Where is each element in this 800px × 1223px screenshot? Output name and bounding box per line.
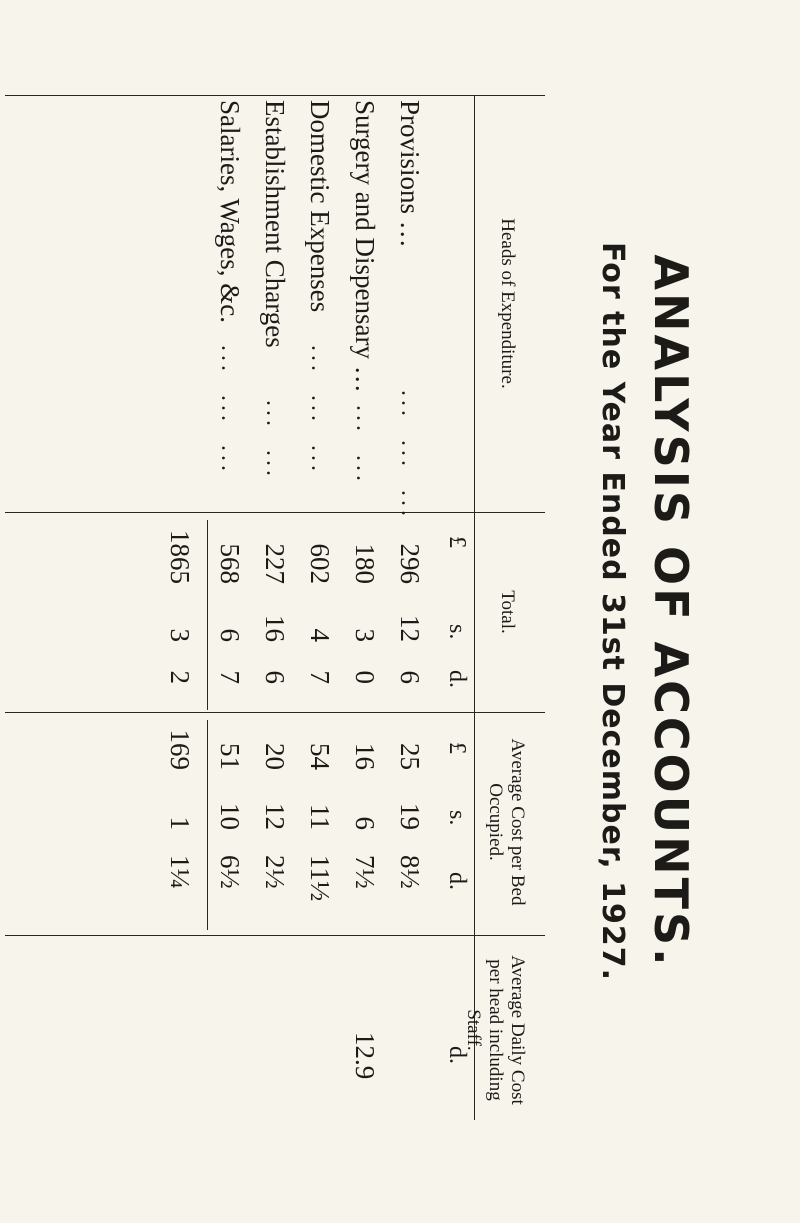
bed-pounds: 51 bbox=[215, 743, 245, 770]
bed-total-shillings: 1 bbox=[165, 816, 195, 830]
total-pounds: 227 bbox=[260, 543, 290, 584]
bed-shillings: 10 bbox=[215, 803, 245, 830]
total-pence: 7 bbox=[215, 670, 245, 684]
rule-total-subtotal bbox=[207, 520, 208, 710]
rule-heads-right bbox=[5, 512, 545, 513]
leader-dots: ... ... ... bbox=[216, 345, 242, 475]
row-label-salaries: Salaries, Wages, &c. bbox=[215, 100, 245, 324]
daily-pence-unit: d. bbox=[444, 1046, 470, 1064]
heads-column-header: Heads of Expenditure. bbox=[497, 218, 518, 389]
bed-shilling-unit: s. bbox=[444, 810, 470, 826]
total-pence: 7 bbox=[305, 670, 335, 684]
page-subtitle: For the Year Ended 31st December, 1927. bbox=[595, 242, 630, 981]
leader-dots: ... ... bbox=[351, 405, 377, 485]
bed-pence: 8½ bbox=[395, 855, 425, 889]
leader-dots: ... ... ... bbox=[396, 390, 422, 520]
total-pence: 6 bbox=[395, 670, 425, 684]
total-pounds: 180 bbox=[350, 543, 380, 584]
bed-pence-unit: d. bbox=[444, 872, 470, 890]
avg-bed-column-header: Average Cost per Bed Occupied. bbox=[485, 738, 528, 906]
grand-total-shillings: 3 bbox=[165, 628, 195, 642]
rule-total-right bbox=[5, 712, 545, 713]
bed-pounds: 16 bbox=[350, 743, 380, 770]
bed-pound-unit: £ bbox=[444, 742, 470, 754]
total-pounds: 568 bbox=[215, 543, 245, 584]
total-shillings: 6 bbox=[215, 628, 245, 642]
daily-cost: 12.9 bbox=[350, 1032, 380, 1080]
bed-shillings: 19 bbox=[395, 803, 425, 830]
rule-bed-right bbox=[5, 935, 545, 936]
row-label-establishment: Establishment Charges bbox=[260, 100, 290, 348]
bed-pounds: 54 bbox=[305, 743, 335, 770]
bed-pence: 11½ bbox=[305, 855, 335, 902]
bed-pence: 6½ bbox=[215, 855, 245, 889]
grand-total-pounds: 1865 bbox=[165, 530, 195, 584]
bed-pounds: 20 bbox=[260, 743, 290, 770]
total-shillings: 3 bbox=[350, 628, 380, 642]
bed-shillings: 6 bbox=[350, 816, 380, 830]
row-label-provisions: Provisions … bbox=[395, 100, 425, 248]
bed-shillings: 12 bbox=[260, 803, 290, 830]
total-pounds: 602 bbox=[305, 543, 335, 584]
bed-pounds: 25 bbox=[395, 743, 425, 770]
bed-total-pounds: 169 bbox=[165, 729, 195, 770]
row-label-surgery: Surgery and Dispensary … bbox=[350, 100, 380, 393]
rule-heads-left bbox=[5, 95, 545, 96]
leader-dots: ... ... ... bbox=[306, 345, 332, 475]
total-pence-unit: d. bbox=[444, 670, 470, 688]
total-pence: 0 bbox=[350, 670, 380, 684]
leader-dots: ... ... bbox=[261, 400, 287, 480]
bed-shillings: 11 bbox=[305, 804, 335, 830]
total-column-header: Total. bbox=[497, 590, 518, 634]
total-pound-unit: £ bbox=[444, 536, 470, 548]
total-shilling-unit: s. bbox=[444, 624, 470, 640]
avg-daily-column-header: Average Daily Cost per head including Staff. bbox=[463, 955, 528, 1105]
total-pence: 6 bbox=[260, 670, 290, 684]
row-label-domestic: Domestic Expenses bbox=[305, 100, 335, 313]
total-shillings: 16 bbox=[260, 615, 290, 642]
total-pounds: 296 bbox=[395, 543, 425, 584]
bed-pence: 7½ bbox=[350, 855, 380, 889]
total-shillings: 4 bbox=[305, 628, 335, 642]
rule-bed-subtotal bbox=[207, 720, 208, 930]
bed-total-pence: 1¼ bbox=[165, 855, 195, 889]
grand-total-pence: 2 bbox=[165, 670, 195, 684]
bed-pence: 2½ bbox=[260, 855, 290, 889]
page-title: ANALYSIS OF ACCOUNTS. bbox=[644, 254, 698, 969]
total-shillings: 12 bbox=[395, 615, 425, 642]
